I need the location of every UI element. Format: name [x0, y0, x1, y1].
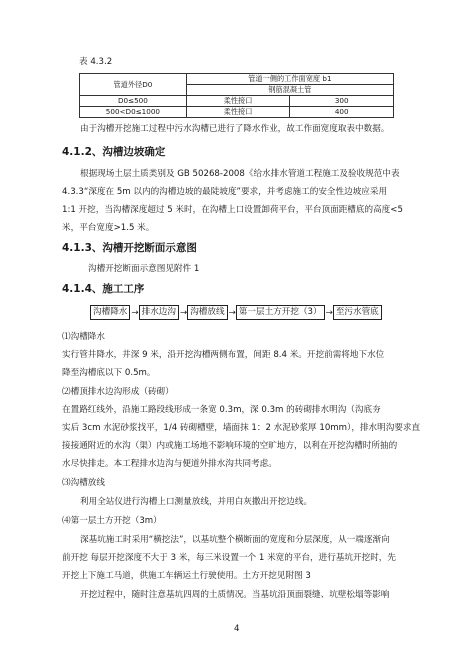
table-row	[80, 96, 394, 107]
paragraph-drainage-line: 实后 3cm 水泥砂浆找平，1/4 砖砌槽壁，墙面抹 1：2 水泥砂浆厚 10mm），排水明沟要求直	[62, 423, 421, 433]
workface-width-table	[79, 73, 394, 118]
heading-4-1-4: 4.1.4、施工工序	[62, 283, 145, 295]
paragraph-layout: 利用全站仪进行沟槽上口测量放线，并用白灰撒出开挖边线。	[80, 497, 313, 507]
table-cell-joint: 柔性接口	[186, 107, 290, 118]
table-row	[80, 107, 394, 118]
arrow-right-icon: →	[131, 307, 138, 318]
heading-4-1-3: 4.1.3、沟槽开挖断面示意图	[62, 242, 197, 254]
table-cell-diameter: D0≤500	[80, 96, 187, 107]
table-header-width: 管道一侧的工作面宽度 b1	[186, 74, 393, 85]
paragraph-excavation-line: 深基坑施工时采用“横挖法”，以基坑整个横断面的宽度和分层深度，从一端逐渐向	[80, 535, 390, 545]
paragraph-excavation-line: 开挖上下施工马道，供施工车辆运土行驶使用。土方开挖见附图 3	[62, 571, 311, 581]
paragraph-dewatering-line: 实行管井降水，井深 9 米，沿开挖沟槽两侧布置，间距 8.4 米。开挖前需将地下水位	[62, 350, 385, 360]
table-caption: 表 4.3.2	[79, 57, 113, 67]
subheading-layout: ⑶沟槽放线	[62, 478, 105, 488]
table-cell-joint: 柔性接口	[186, 96, 290, 107]
table-header-pipe-type: 钢筋混凝土管	[186, 85, 393, 96]
flow-step-pipe-bottom: 至污水管底	[333, 305, 382, 320]
paragraph-slope-line: 1:1 开挖，当沟槽深度超过 5 米时，在沟槽上口设置卸荷平台，平台顶面距槽底的高度<5	[62, 205, 403, 215]
table-header-diameter: 管道外径D0	[80, 74, 187, 96]
subheading-excavation: ⑷第一层土方开挖（3m）	[62, 516, 162, 526]
subheading-dewatering: ⑴沟槽降水	[62, 332, 105, 342]
paragraph-excavation-line: 前开挖 每层开挖深度不大于 3 米，每三米设置一个 1 米宽的平台，进行基坑开挖时，先	[62, 553, 396, 563]
arrow-right-icon: →	[325, 307, 332, 318]
paragraph-slope-line: 米，平台宽度>1.5 米。	[62, 223, 155, 233]
heading-4-1-2: 4.1.2、沟槽边坡确定	[62, 146, 166, 158]
paragraph-dewatering-line: 降至沟槽底以下 0.5m。	[62, 368, 156, 378]
subheading-drainage: ⑵槽顶排水边沟形成（砖砌）	[62, 387, 174, 397]
paragraph-drainage-line: 在置路红线外，沿施工路段线形成一条宽 0.3m，深 0.3m 的砖砌排水明沟（沟底夯	[62, 405, 381, 415]
flow-step-drainage: 排水边沟	[139, 305, 179, 320]
flow-step-layout: 沟槽放线	[187, 305, 227, 320]
page-number: 4	[234, 624, 240, 634]
flow-step-excavation: 第一层土方开挖（3）	[236, 305, 325, 320]
paragraph-drainage-line: 接接通附近的水沟（渠）内或施工场地不影响环境的空旷地方，以利在开挖沟槽时所抽的	[62, 441, 398, 451]
table-cell-diameter: 500<D0≤1000	[80, 107, 187, 118]
paragraph-slope-line: 根据现场土层土质类别及 GB 50268-2008《给水排水管道工程施工及验收规范中表	[80, 169, 400, 179]
arrow-right-icon: →	[228, 307, 235, 318]
paragraph-slope-line: 4.3.3“深度在 5m 以内的沟槽边坡的最陡坡度”要求，并考虑施工的安全性边坡应采用	[62, 187, 388, 197]
paragraph-drainage-line: 水尽快排走。本工程排水边沟与便道外排水沟共同考虑。	[62, 459, 277, 469]
table-cell-value: 400	[290, 107, 394, 118]
paragraph-monitoring: 开挖过程中，随时注意基坑四周的土质情况。当基坑沿顶面裂缝、坑壁松塌等影响	[80, 590, 390, 600]
table-cell-value: 300	[290, 96, 394, 107]
process-flow	[90, 305, 382, 320]
flow-step-dewatering: 沟槽降水	[90, 305, 130, 320]
paragraph-workface: 由于沟槽开挖施工过程中污水沟槽已进行了降水作业，故工作面宽度取表中数据。	[80, 124, 390, 134]
arrow-right-icon: →	[179, 307, 187, 318]
paragraph-section: 沟槽开挖断面示意图见附件 1	[88, 264, 200, 274]
